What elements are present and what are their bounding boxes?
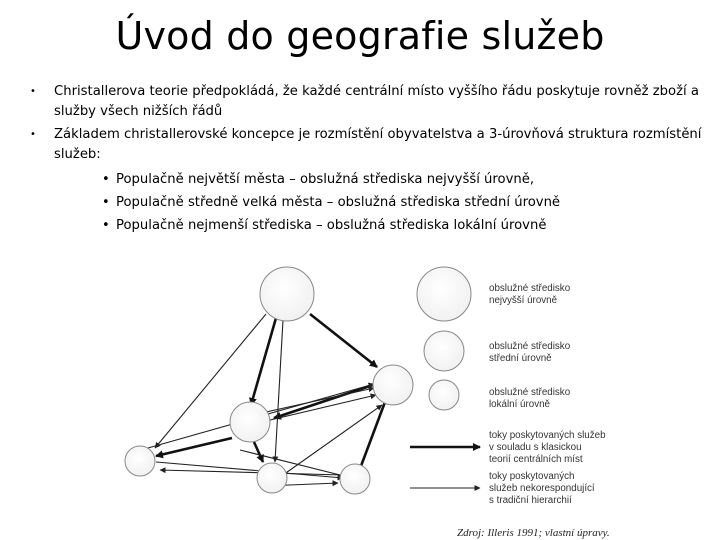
bullet-dot: •	[102, 195, 110, 210]
bullet-dot: •	[102, 172, 110, 187]
legend-local-circle	[429, 380, 459, 410]
node-local-level-2	[257, 463, 287, 493]
legend-line: lokální úrovně	[489, 399, 550, 410]
diagram-source: Zdroj: Illeris 1991; vlastní úpravy.	[457, 527, 610, 539]
node-local-level-3	[340, 464, 370, 494]
legend-line: střední úrovně	[489, 353, 552, 364]
legend-line: toky poskytovaných	[489, 471, 575, 482]
sub-bullet-text-3: Populačně nejmenší střediska – obslužná střediska lokální úrovně	[116, 218, 547, 233]
nonclassic-flow-arrows	[148, 314, 382, 486]
bullet-dot: •	[30, 86, 36, 97]
legend-highest-circle	[417, 267, 471, 321]
legend-line: obslužné středisko	[489, 283, 571, 294]
legend-line: v souladu s klasickou	[489, 442, 582, 453]
flow-arrow	[310, 314, 377, 367]
node-local-level-1	[125, 446, 155, 476]
bullet-text-2: Základem christallerovské koncepce je rozmístění obyvatelstva a 3-úrovňová struktura rozmístění služeb:	[54, 127, 702, 162]
legend-line: obslužné středisko	[489, 387, 571, 398]
flow-arrow	[274, 384, 376, 418]
flow-arrow	[251, 318, 276, 405]
legend-middle-circle	[424, 331, 464, 371]
legend-classic-flow-label	[489, 430, 608, 465]
legend-nonclassic-flow-label	[489, 471, 597, 506]
legend-line: nejvyšší úrovně	[489, 295, 558, 306]
bullet-dot: •	[30, 129, 36, 140]
node-middle-level-left	[230, 402, 270, 442]
diagram-nodes	[125, 267, 413, 494]
sub-bullet-text-2: Populačně středně velká města – obslužná střediska střední úrovně	[116, 195, 561, 210]
flow-arrow	[254, 442, 263, 462]
node-middle-level-right	[373, 365, 413, 405]
flow-arrow	[275, 320, 283, 462]
legend-line: obslužné středisko	[489, 341, 571, 352]
flow-arrow	[160, 470, 342, 475]
legend-line: toky poskytovaných služeb	[489, 430, 606, 441]
node-highest-level	[260, 267, 314, 321]
flow-arrow	[156, 438, 232, 456]
legend-line: s tradiční hierarchií	[489, 495, 572, 506]
legend-highest-label	[489, 283, 573, 306]
classic-flow-arrows	[156, 314, 385, 474]
slide-title: Úvod do geografie služeb	[115, 14, 605, 58]
sub-bullet-text-1: Populačně největší města – obslužná střediska nejvyšší úrovně,	[116, 172, 535, 187]
bullet-text-1: Christallerova teorie předpokládá, že každé centrální místo vyššího řádu poskytuje rovněž zboží a služby všech nižších řádů	[54, 84, 699, 119]
legend-local-label	[489, 387, 573, 410]
bullet-dot: •	[102, 218, 110, 233]
legend-line: služeb nekorespondující	[489, 483, 595, 494]
flow-arrow	[156, 462, 343, 478]
legend-line: teorií centrálních míst	[489, 454, 583, 465]
legend-middle-label	[489, 341, 573, 364]
diagram-legend	[410, 267, 608, 506]
